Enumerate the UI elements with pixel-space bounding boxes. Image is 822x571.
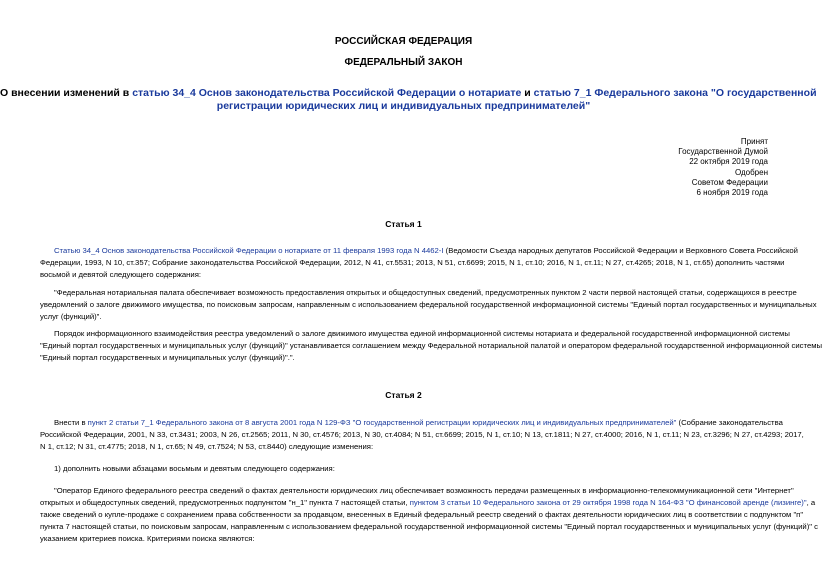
acceptance-line: Советом Федерации: [691, 178, 768, 187]
law-link-registration[interactable]: статью 7_1 Федерального закона "О государственной: [533, 87, 817, 99]
acceptance-line: Принят: [740, 137, 768, 146]
law-link-129-fz[interactable]: пункт 2 статьи 7_1 Федерального закона от 8 августа 2001 года N 129-ФЗ "О государственной регистрации юридических лиц и индивидуальных предпринимателей": [87, 418, 677, 427]
subject-line-2[interactable]: регистрации юридических лиц и индивидуальных предпринимателей": [216, 100, 591, 112]
law-link-notary[interactable]: статью 34_4 Основ законодательства Российской Федерации о нотариате: [132, 87, 522, 99]
article-2-paragraph-2: 1) дополнить новыми абзацами восьмым и девятым следующего содержания:: [54, 464, 335, 473]
article-1-paragraph-3: Порядок информационного взаимодействия реестра уведомлений о залоге движимого имущества единой информационной системы нотариата и федеральной государственной информационной системы "Единый портал государственных и муниципальных услуг (функций)" устанавливается соглашением между Федеральной нотариальной палатой и оператором федеральной государственной информационной системы "Единый портал государственных и муниципальных услуг (функций)".".: [40, 329, 822, 362]
article-1-paragraph-1: Статью 34_4 Основ законодательства Российской Федерации о нотариате от 11 февраля 1993 года N 4462-I (Ведомости Съезда народных депутатов Российской Федерации и Верховного Совета Российской Федерации, 1993, N 10, ст.357; Собрание законодательства Российской Федерации, 2012, N 41, ст.5531; 2013, N 51, ст.6699; 2015, N 1, ст.10; 2016, N 1, ст.11; N 27, ст.4265; 2018, N 1, ст.65) дополнить частями восьмой и девятой следующего содержания:: [40, 246, 798, 279]
article-2-title: Статья 2: [385, 390, 422, 400]
document-type-heading: ФЕДЕРАЛЬНЫЙ ЗАКОН: [344, 57, 463, 68]
law-link-notary-1993[interactable]: Статью 34_4 Основ законодательства Российской Федерации о нотариате от 11 февраля 1993 года N 4462-I: [54, 246, 444, 255]
law-link-164-fz[interactable]: пунктом 3 статьи 10 Федерального закона от 29 октября 1998 года N 164-ФЗ "О финансовой аренде (лизинге)": [409, 498, 807, 507]
acceptance-line: Одобрен: [734, 168, 768, 177]
country-heading: РОССИЙСКАЯ ФЕДЕРАЦИЯ: [334, 36, 473, 47]
article-2-paragraph-1: Внести в пункт 2 статьи 7_1 Федерального закона от 8 августа 2001 года N 129-ФЗ "О государственной регистрации юридических лиц и индивидуальных предпринимателей" (Собрание законодательства Российской Федерации, 2001, N 33, ст.3431; 2003, N 26, ст.2565; 2011, N 30, ст.4576; 2013, N 30, ст.4084; N 51, ст.6699; 2015, N 1, ст.10; N 13, ст.1811; N 27, ст.4000; 2016, N 1, ст.11; N 23, ст.3296; N 27, ст.4293; 2017, N 1, ст.12; N 31, ст.4775; 2018, N 1, ст.65; N 49, ст.7524; N 53, ст.8440) следующие изменения:: [40, 418, 804, 451]
acceptance-line: 6 ноября 2019 года: [696, 188, 768, 197]
article-2-paragraph-3: "Оператор Единого федерального реестра сведений о фактах деятельности юридических лиц обеспечивает возможность передачи размещенных в информационно-телекоммуникационной сети "Интернет" открытых и общедоступных сведений, предусмотренных подпунктом "н_1" пункта 7 настоящей статьи, пунктом 3 статьи 10 Федерального закона от 29 октября 1998 года N 164-ФЗ "О финансовой аренде (лизинге)", а также сведений о купле-продаже с сохранением права собственности за продавцом, внесенных в Единый федеральный реестр сведений о фактах деятельности юридических лиц в соответствии с подпунктом "п" пункта 7 настоящей статьи, по поисковым запросам, направленным с использованием федеральной государственной информационной системы "Единый портал государственных и муниципальных услуг (функций)" с указанием критериев поиска. Критериями поиска являются:: [40, 486, 818, 543]
acceptance-line: 22 октября 2019 года: [689, 157, 768, 166]
article-1-title: Статья 1: [385, 219, 422, 229]
subject-line-1: О внесении изменений в статью 34_4 Основ законодательства Российской Федерации о нотариате и статью 7_1 Федерального закона "О государственной: [0, 87, 817, 99]
acceptance-line: Государственной Думой: [678, 147, 768, 156]
article-1-paragraph-2: "Федеральная нотариальная палата обеспечивает возможность предоставления открытых и общедоступных сведений, предусмотренных пунктом 2 части первой настоящей статьи, содержащихся в реестре уведомлений о залоге движимого имущества, по поисковым запросам, направленным с использованием федеральной государственной информационной системы "Единый портал государственных и муниципальных услуг (функций)".: [40, 288, 817, 321]
